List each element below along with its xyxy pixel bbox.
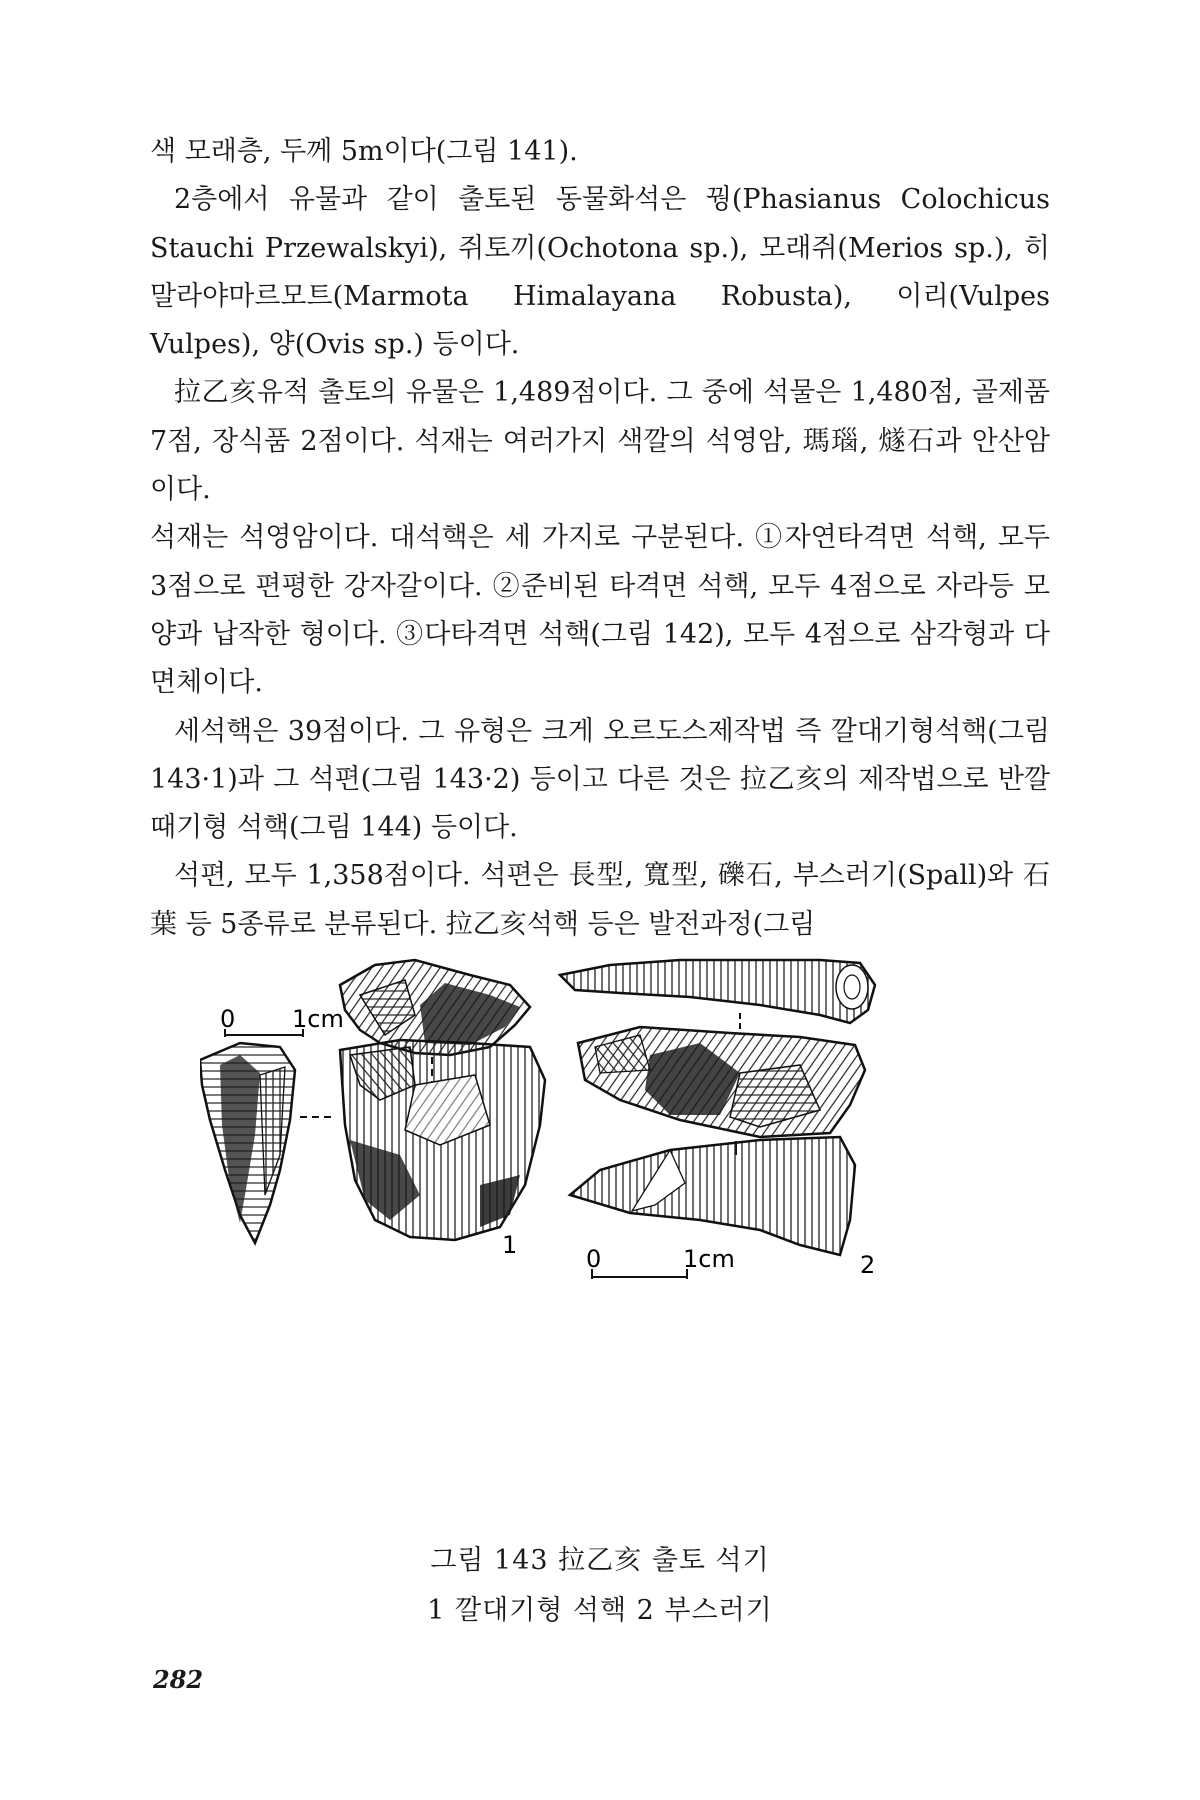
artifact-1-front-view bbox=[340, 1040, 545, 1240]
scale-right-unit: 1cm bbox=[683, 1245, 735, 1273]
artifact-1-side-view bbox=[200, 1043, 295, 1243]
stone-tools-illustration bbox=[200, 955, 1030, 1515]
page-number: 282 bbox=[153, 1665, 204, 1694]
figure-143 bbox=[200, 955, 1030, 1515]
paragraph-2: 2층에서 유물과 같이 출토된 동물화석은 꿩(Phasianus Colochicus Stauchi Przewalskyi), 쥐토끼(Ochotona sp.), 모래쥐(Merios sp.), 히말라야마르모트(Marmota Himalayana Robusta), 이리(Vulpes Vulpes), 양(Ovis sp.) 등이다. bbox=[150, 184, 1050, 361]
scale-bar-right bbox=[586, 1245, 735, 1279]
artifact-2-top-view bbox=[560, 960, 875, 1023]
artifact-2-side-view bbox=[578, 1027, 865, 1137]
paragraph-3: 拉乙亥유적 출토의 유물은 1,489점이다. 그 중에 석물은 1,480점, 골제품 7점, 장식품 2점이다. 석재는 여러가지 색깔의 석영암, 瑪瑙, 燧石과 안산암이다. bbox=[150, 377, 1050, 506]
paragraph-6: 석편, 모두 1,358점이다. 석편은 長型, 寬型, 礫石, 부스러기(Spall)와 石葉 등 5종류로 분류된다. 拉乙亥석핵 등은 발전과정(그림 bbox=[150, 860, 1050, 940]
paragraph-5: 세석핵은 39점이다. 그 유형은 크게 오르도스제작법 즉 깔대기형석핵(그림 143·1)과 그 석편(그림 143·2) 등이고 다른 것은 拉乙亥의 제작법으로 반깔때기형 석핵(그림 144) 등이다. bbox=[150, 715, 1050, 844]
figure-caption-title: 그림 143 拉乙亥 출토 석기 bbox=[430, 1545, 770, 1576]
scale-left-unit: 1cm bbox=[292, 1005, 344, 1033]
body-text bbox=[150, 128, 1050, 949]
label-artifact-1: 1 bbox=[502, 1231, 518, 1259]
paragraph-1: 색 모래층, 두께 5m이다(그림 141). bbox=[150, 136, 578, 167]
paragraph-4: 석재는 석영암이다. 대석핵은 세 가지로 구분된다. ①자연타격면 석핵, 모두 3점으로 편평한 강자갈이다. ②준비된 타격면 석핵, 모두 4점으로 자라등 모양과 납작한 형이다. ③다타격면 석핵(그림 142), 모두 4점으로 삼각형과 다면체이다. bbox=[150, 522, 1050, 699]
artifact-2-flake bbox=[570, 1137, 855, 1255]
scale-bar-left bbox=[220, 1005, 344, 1037]
label-artifact-2: 2 bbox=[860, 1251, 876, 1279]
scale-left-zero: 0 bbox=[220, 1005, 236, 1033]
scale-right-zero: 0 bbox=[586, 1245, 602, 1273]
figure-caption-items: 1 깔대기형 석핵 2 부스러기 bbox=[427, 1595, 773, 1626]
